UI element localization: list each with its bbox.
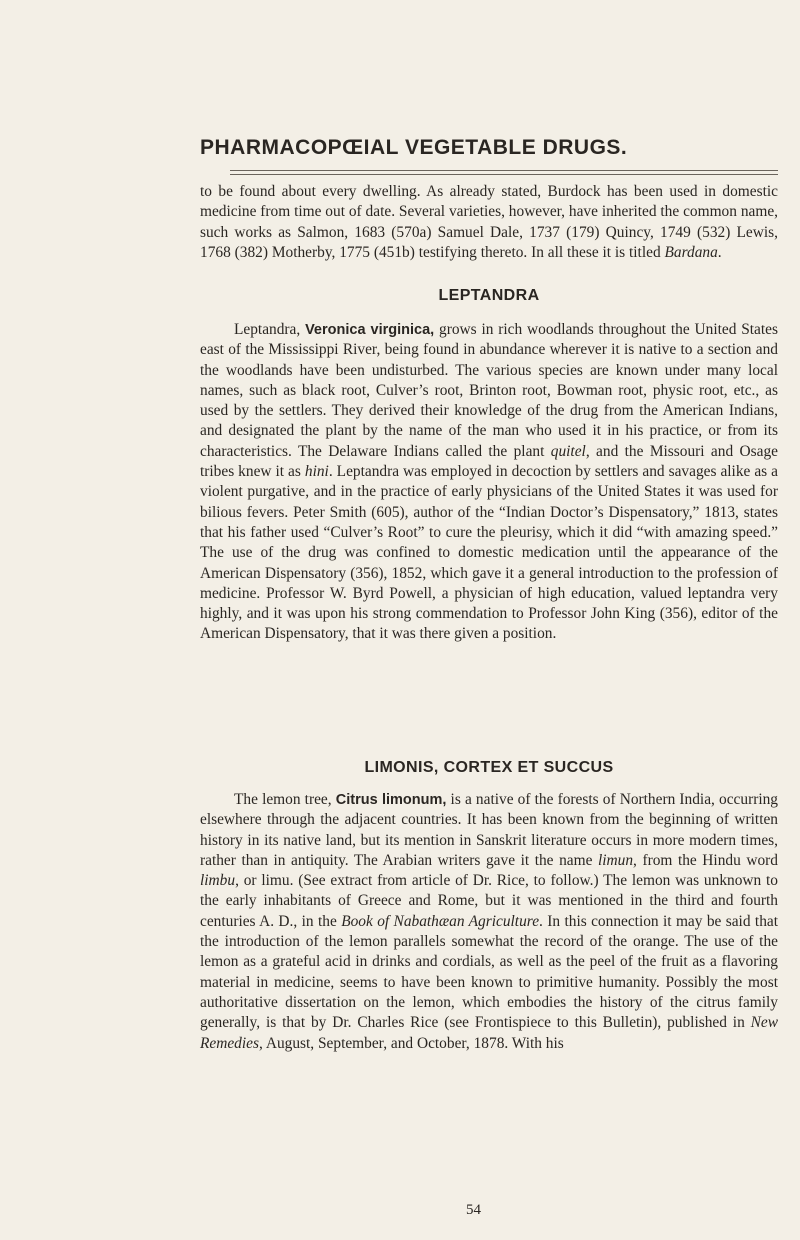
section-leptandra bbox=[200, 286, 778, 306]
paragraph-text: . bbox=[717, 243, 722, 261]
italic-term: limbu bbox=[200, 872, 236, 890]
journal-title: New Remedies bbox=[200, 1014, 778, 1052]
section-leptandra-body bbox=[200, 320, 778, 645]
paragraph-leptandra bbox=[200, 320, 778, 645]
italic-term: quitel bbox=[550, 442, 586, 460]
paragraph-text: . Leptandra was employed in decoction by settlers and savages alike as a violent purgative, and in the practice of early physicians of the United States it was used for bilious fevers. Peter Smith (605), author of the “Indian Doctor’s Dispensatory,” 1813, states that his father used “Culver’s Root” to cure the pleurisy, which it did “with amazing speed.” The use of the drug was confined to domestic medication until the appearance of the American Dispensatory (356), 1852, which gave it a general introduction to the profession of medicine. Professor W. Byrd Powell, a physician of high education, valued leptandra very highly, and it was upon his strong commendation to Professor John King (356), editor of the American Dispensatory, that it was there given a position. bbox=[200, 463, 778, 643]
paragraph-burdock bbox=[200, 182, 778, 263]
paragraph-text: is a native of the forests of Northern India, occurring elsewhere through the adjacent countries. It has been known from the beginning of written history in its native land, but its mention in Sanskrit literature occurs in more modern times, rather than in antiquity. The Arabian writers gave it the name bbox=[200, 791, 778, 869]
paragraph-text: , from the Hindu word bbox=[633, 851, 778, 869]
paragraph-text: to be found about every dwelling. As already stated, Burdock has been used in domestic medicine from time out of date. Several varieties, however, have inherited the common name, such works as Salmon, 1683 (570a) Samuel Dale, 1737 (179) Quincy, 1749 (532) Lewis, 1768 (382) Motherby, 1775 (451b) testifying thereto. In all these it is titled bbox=[200, 183, 778, 261]
book-title: Book of Nabathæan Agriculture bbox=[341, 912, 540, 930]
paragraph-text: , or limu. (See extract from article of Dr. Rice, to follow.) The lemon was unknown to the early inhabitants of Greece and Rome, but it was mentioned in the third and fourth centuries A. D., in the bbox=[200, 872, 778, 930]
italic-term: Bardana bbox=[664, 243, 718, 261]
header-rule-top bbox=[230, 170, 778, 171]
botanical-name: Veronica virginica, bbox=[305, 322, 435, 338]
page-number: 54 bbox=[466, 1202, 481, 1218]
running-head: PHARMACOPŒIAL VEGETABLE DRUGS. bbox=[200, 136, 628, 159]
paragraph-text: , August, September, and October, 1878. With his bbox=[258, 1034, 564, 1052]
italic-term: limun bbox=[597, 851, 634, 869]
paragraph-text: Leptandra, bbox=[234, 321, 306, 338]
section-limonis bbox=[200, 758, 778, 778]
paragraph-text: The lemon tree, bbox=[234, 791, 336, 808]
italic-term: hini bbox=[304, 463, 329, 481]
section-limonis-body bbox=[200, 790, 778, 1054]
paragraph-text: grows in rich woodlands throughout the United States east of the Mississippi River, being found in abundance wherever it is native to a section and the woodlands have been undisturbed. The various species are known under many local names, such as black root, Culver’s root, Brinton root, Bowman root, physic root, etc., as used by the settlers. They derived their knowledge of the drug from the American Indians, and designated the plant by the name of the man who used it in his practice, or from its characteristics. The Delaware Indians called the plant bbox=[200, 321, 778, 460]
paragraph-text: , and the Missouri and Osage tribes knew it as bbox=[200, 442, 778, 481]
paragraph-text: . In this connection it may be said that the introduction of the lemon parallels somewhat the record of the orange. The use of the lemon as a grateful acid in drinks and cordials, as well as the peel of the fruit as a flavoring material in medicine, seems to have been known to primitive humanity. Possibly the most authoritative dissertation on the lemon, which embodies the history of the citrus family generally, is that by Dr. Charles Rice (see Frontispiece to this Bulletin), published in bbox=[200, 912, 778, 1032]
body-text bbox=[200, 182, 778, 263]
section-heading-limonis: LIMONIS, CORTEX ET SUCCUS bbox=[364, 759, 614, 776]
section-heading-leptandra: LEPTANDRA bbox=[438, 287, 540, 304]
header-rule-bottom bbox=[230, 174, 778, 175]
botanical-name: Citrus limonum, bbox=[335, 792, 447, 808]
paragraph-limonis bbox=[200, 790, 778, 1054]
